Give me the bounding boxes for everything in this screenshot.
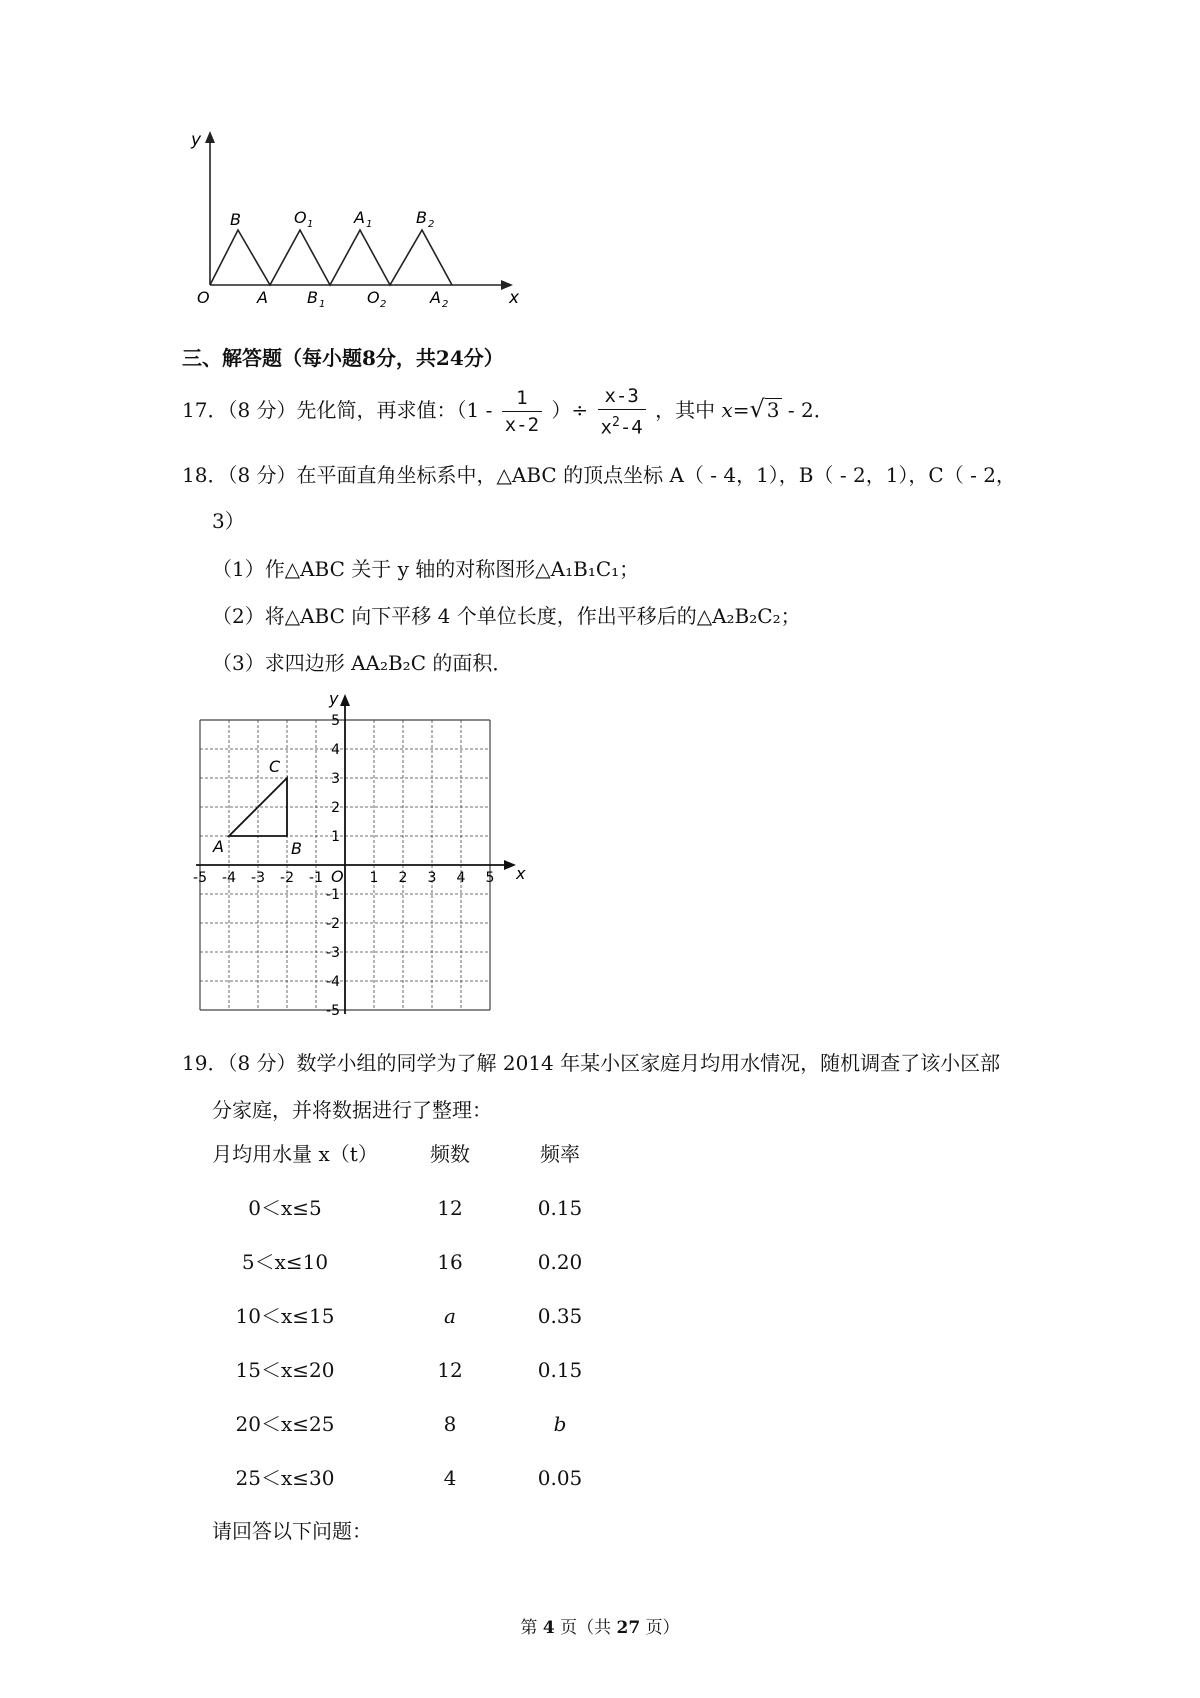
q17-tail: - 2． (787, 398, 834, 422)
grid-y-tick-label: -1 (326, 887, 340, 903)
grid-axis-y-label: y (329, 689, 339, 708)
table-header-range: 月均用水量 x（t） (212, 1142, 378, 1166)
table-row-1-range: 5＜x≤10 (241, 1250, 329, 1274)
fig1-base-label-4: A (430, 288, 441, 307)
fig1-axis-x: x (509, 288, 520, 308)
grid-point-label-c: C (269, 757, 281, 776)
grid-y-tick-label: -2 (326, 916, 340, 932)
grid-x-tick-label: -3 (251, 870, 265, 886)
grid-x-tick-label: -1 (309, 870, 323, 886)
table-row-0-range: 0＜x≤5 (248, 1196, 322, 1220)
grid-origin-label: O (331, 867, 344, 886)
q18-line2: 3） (212, 509, 245, 533)
grid-y-tick-label: 1 (331, 829, 340, 845)
grid-x-tick-label: -5 (193, 870, 207, 886)
q17-lead: 17．（8 分）先化简，再求值：（1 - (182, 398, 493, 422)
q19-line2: 分家庭，并将数据进行了整理： (212, 1098, 492, 1122)
table-row-0-count: 12 (437, 1196, 463, 1220)
fig1-base-label-3: O (367, 288, 380, 307)
fig1-base-sub-3: 2 (380, 299, 387, 310)
q17-sqrt-value: 3 (766, 398, 780, 422)
table-row-3-range: 15＜x≤20 (235, 1358, 335, 1382)
q18-part1: （1）作△ABC 关于 y 轴的对称图形△A₁B₁C₁； (212, 557, 640, 581)
grid-axis-x-label: x (516, 864, 526, 883)
footer-page-number: 4 (542, 1618, 555, 1638)
table-row-1-count: 16 (437, 1250, 463, 1274)
table-row-5-rate: 0.05 (537, 1466, 583, 1490)
table-row-2-count: a (444, 1304, 456, 1328)
grid-point-label-b: B (291, 839, 302, 858)
table-row-5-range: 25＜x≤30 (235, 1466, 335, 1490)
fig1-base-sub-4: 2 (442, 299, 449, 310)
fig1-apex-label-2: A (354, 208, 365, 227)
grid-x-tick-label: -4 (222, 870, 236, 886)
fig1-base-sub-2: 1 (319, 299, 326, 310)
fig1-apex-sub-3: 2 (428, 219, 435, 230)
grid-y-arrow (340, 694, 350, 706)
table-row-3-rate: 0.15 (537, 1358, 583, 1382)
table-row-4-range: 20＜x≤25 (235, 1412, 335, 1436)
grid-x-tick-label: 3 (427, 870, 437, 886)
grid-x-tick-label: 2 (398, 870, 408, 886)
q17-fraction-2: $\frac{x-3}{x^2-4}$ (598, 383, 646, 440)
table-row-0-rate: 0.15 (537, 1196, 583, 1220)
triangle-sequence-figure (185, 125, 545, 310)
table-header-rate: 频率 (540, 1142, 580, 1166)
grid-x-tick-label: 5 (485, 870, 495, 886)
table-row-2-rate: 0.35 (537, 1304, 583, 1328)
table-row-5-count: 4 (443, 1466, 457, 1490)
fig1-base-label-2: B (307, 288, 318, 307)
coordinate-grid (193, 689, 560, 1030)
q18-part3: （3）求四边形 AA₂B₂C 的面积． (212, 651, 513, 675)
q17-fraction-1: $\frac{1}{x-2}$ (502, 385, 542, 438)
fig1-base-label-1: A (257, 288, 268, 307)
grid-y-tick-label: 4 (331, 742, 340, 758)
grid-y-tick-label: 3 (331, 771, 340, 787)
section-heading: 三、解答题（每小题8分，共24分） (182, 346, 504, 370)
grid-point-label-a: A (213, 837, 224, 856)
question-17: 17．（8 分）先化简，再求值：（1 - $\frac{1}{x-2}$ ）÷ $\frac{x-3}{x^2-4}$ ，其中 x=√ 3 - 2． (182, 384, 834, 439)
table-row-2-range: 10＜x≤15 (235, 1304, 335, 1328)
table-header-count: 频数 (430, 1142, 470, 1166)
table-row-1-rate: 0.20 (537, 1250, 583, 1274)
table-row-4-count: 8 (443, 1412, 457, 1436)
grid-y-tick-label: -5 (326, 1003, 340, 1019)
fig1-apex-sub-2: 1 (366, 219, 373, 230)
grid-y-tick-label: -4 (326, 974, 340, 990)
q17-divide: ）÷ (551, 398, 589, 422)
fig1-base-label-0: O (197, 288, 210, 307)
q18-line1: 18．（8 分）在平面直角坐标系中，△ABC 的顶点坐标 A（ - 4，1），B（ - 2，1），C（ - 2， (182, 463, 1016, 487)
q19-line1: 19．（8 分）数学小组的同学为了解 2014 年某小区家庭月均用水情况，随机调查了该小区部 (182, 1051, 1001, 1075)
fig1-apex-sub-1: 1 (307, 219, 314, 230)
q18-part2: （2）将△ABC 向下平移 4 个单位长度，作出平移后的△A₂B₂C₂； (212, 604, 801, 628)
fig1-apex-label-3: B (416, 208, 427, 227)
table-row-3-count: 12 (437, 1358, 463, 1382)
grid-x-arrow (504, 860, 516, 870)
fig1-axis-y: y (191, 130, 202, 150)
grid-y-tick-label: -3 (326, 945, 340, 961)
grid-x-tick-label: 1 (369, 870, 379, 886)
grid-x-tick-label: 4 (456, 870, 466, 886)
q19-after-text: 请回答以下问题： (212, 1519, 372, 1543)
grid-y-tick-label: 2 (331, 800, 340, 816)
q17-var: x (721, 398, 733, 422)
grid-x-tick-label: -2 (280, 870, 294, 886)
grid-y-tick-label: 5 (331, 713, 340, 729)
footer-total-pages: 27 (616, 1618, 641, 1638)
table-row-4-rate: b (553, 1412, 567, 1436)
fig1-apex-label-0: B (230, 210, 241, 229)
q17-where: ，其中 (655, 398, 716, 422)
page-footer: 第 4 页（共 27 页） (520, 1618, 680, 1638)
fig1-apex-label-1: O (294, 208, 307, 227)
